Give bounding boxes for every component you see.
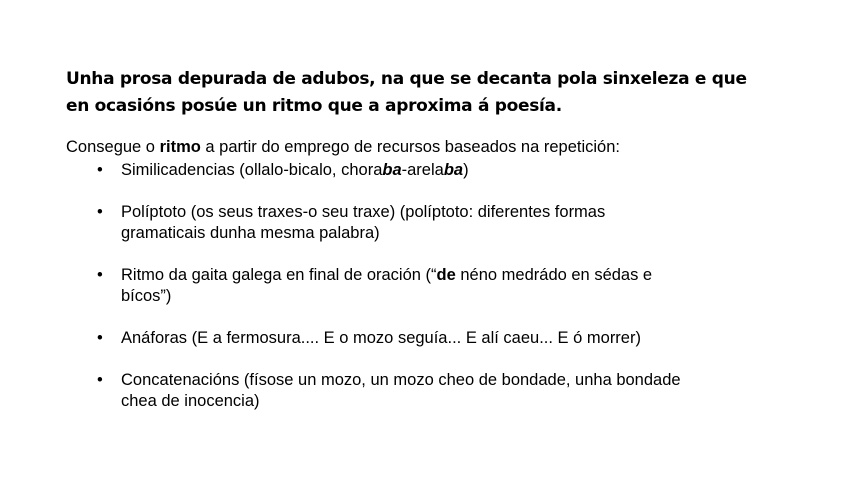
bullet-dot: • xyxy=(97,203,103,221)
bullet-dot: • xyxy=(97,371,103,389)
bullet-line xyxy=(121,160,786,181)
bullet-line-1: Anáforas (E a fermosura.... E o mozo seguía... E alí caeu... E ó morrer) xyxy=(121,329,641,347)
bullet-list xyxy=(66,160,786,412)
bullet-line-1: Políptoto (os seus traxes-o seu traxe) (políptoto: diferentes formas xyxy=(121,203,606,221)
intro-bold-ritmo: ritmo xyxy=(159,138,201,156)
bullet-emphasis: ba xyxy=(382,161,402,179)
bullet-line-2: chea de inocencia) xyxy=(121,392,260,410)
intro-text-before: Consegue o xyxy=(66,138,160,156)
slide-body xyxy=(66,137,786,433)
bullet-emphasis: ba xyxy=(443,161,464,179)
slide-heading xyxy=(66,66,786,120)
intro-paragraph xyxy=(66,137,786,158)
bullet-item-concatenacions xyxy=(66,370,786,412)
heading-line-2: en ocasións posúe un ritmo que a aproxima á poesía. xyxy=(66,96,562,116)
bullet-item-similicadencias xyxy=(66,160,786,181)
bullet-bold-de: de xyxy=(436,266,456,284)
bullet-text: Ritmo da gaita galega en final de oración (“ xyxy=(121,266,437,284)
bullet-line-2: gramaticais dunha mesma palabra) xyxy=(121,224,380,242)
heading-line-1: Unha prosa depurada de adubos, na que se decanta pola sinxeleza e que xyxy=(66,69,747,89)
bullet-dot: • xyxy=(97,329,103,347)
bullet-item-poliptoto xyxy=(66,202,786,244)
bullet-text: ) xyxy=(463,161,469,179)
bullet-text: Similicadencias (ollalo-bicalo, chora xyxy=(121,161,383,179)
bullet-line-2: bícos”) xyxy=(121,287,172,305)
bullet-item-anaforas xyxy=(66,328,786,349)
bullet-line-1: Concatenacións (físose un mozo, un mozo cheo de bondade, unha bondade xyxy=(121,371,681,389)
bullet-text: -arela xyxy=(401,161,444,179)
bullet-text: néno medrádo en sédas e xyxy=(455,266,653,284)
bullet-dot: • xyxy=(97,161,103,179)
bullet-item-ritmo-gaita xyxy=(66,265,786,307)
intro-text-after: a partir do emprego de recursos baseados na repetición: xyxy=(200,138,620,156)
bullet-line-1 xyxy=(121,265,786,286)
bullet-dot: • xyxy=(97,266,103,284)
